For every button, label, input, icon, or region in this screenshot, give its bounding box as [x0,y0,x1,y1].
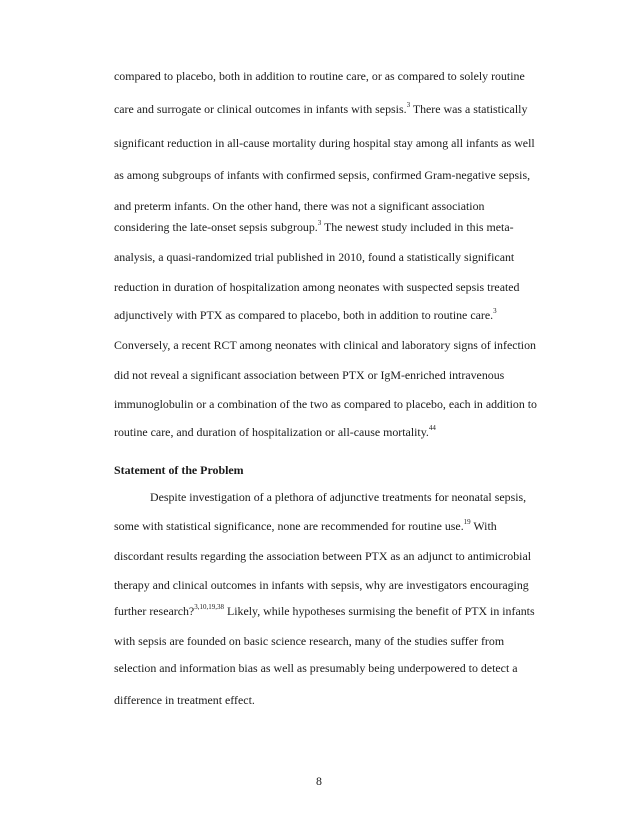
paragraph-1-line-4 [114,168,530,182]
paragraph-1-line-7 [114,250,514,264]
text: discordant results regarding the association between PTX as an adjunct to antimicrobial [114,549,532,563]
citation-superscript: 3,10,19,38 [194,603,224,612]
text: difference in treatment effect. [114,693,255,707]
paragraph-1-line-6 [114,220,514,234]
paragraph-2-line-8 [114,693,255,707]
text: some with statistical significance, none are recommended for routine use. [114,519,464,533]
text: adjunctively with PTX as compared to placebo, both in addition to routine care. [114,308,494,322]
paragraph-1-line-8 [114,280,520,294]
page-number: 8 [316,774,322,788]
text: There was a statistically [410,102,528,116]
citation-superscript: 3 [406,101,411,110]
text: therapy and clinical outcomes in infants with sepsis, why are investigators encouraging [114,578,529,592]
paragraph-2-line-7 [114,661,518,675]
text: considering the late-onset sepsis subgroup. [114,220,318,234]
citation-superscript: 44 [428,424,436,433]
paragraph-2-line-4 [114,578,529,592]
paragraph-2-line-5 [114,604,535,618]
paragraph-1-line-5 [114,199,484,213]
citation-superscript: 19 [463,518,471,527]
text: reduction in duration of hospitalization among neonates with suspected sepsis treated [114,280,520,294]
paragraph-1-line-11 [114,368,504,382]
text: With [470,519,497,533]
paragraph-2-line-1 [150,490,526,504]
text: Despite investigation of a plethora of adjunctive treatments for neonatal sepsis, [150,490,527,504]
citation-superscript: 3 [317,219,322,228]
heading-text: Statement of the Problem [114,463,244,477]
paragraph-1-line-1 [114,69,525,83]
text: care and surrogate or clinical outcomes in infants with sepsis. [114,102,407,116]
section-heading [114,463,244,477]
paragraph-2-line-2 [114,519,497,533]
text: The newest study included in this meta- [321,220,514,234]
paragraph-1-line-3 [114,136,535,150]
text: with sepsis are founded on basic science research, many of the studies suffer from [114,634,505,648]
citation-superscript: 3 [493,307,497,316]
text: further research? [114,604,195,618]
text: did not reveal a significant association between PTX or IgM-enriched intravenous [114,368,505,382]
text: and preterm infants. On the other hand, there was not a significant association [114,199,485,213]
paragraph-2-line-6 [114,634,504,648]
text: selection and information bias as well as presumably being underpowered to detect a [114,661,518,675]
paragraph-1-line-10 [114,338,536,352]
text: immunoglobulin or a combination of the two as compared to placebo, each in addition to [114,397,538,411]
paragraph-1-line-9 [114,308,497,322]
text: compared to placebo, both in addition to routine care, or as compared to solely routine [114,69,525,83]
text: Conversely, a recent RCT among neonates with clinical and laboratory signs of infection [114,338,537,352]
text: analysis, a quasi-randomized trial published in 2010, found a statistically significant [114,250,515,264]
paragraph-1-line-13 [114,425,436,439]
text: as among subgroups of infants with confirmed sepsis, confirmed Gram-negative sepsis, [114,168,531,182]
paragraph-1-line-12 [114,397,537,411]
text: Likely, while hypotheses surmising the benefit of PTX in infants [223,604,535,618]
paragraph-2-line-3 [114,549,531,563]
text: significant reduction in all-cause mortality during hospital stay among all infants as well [114,136,535,150]
paragraph-1-line-2 [114,102,527,116]
text: routine care, and duration of hospitalization or all-cause mortality. [114,425,429,439]
